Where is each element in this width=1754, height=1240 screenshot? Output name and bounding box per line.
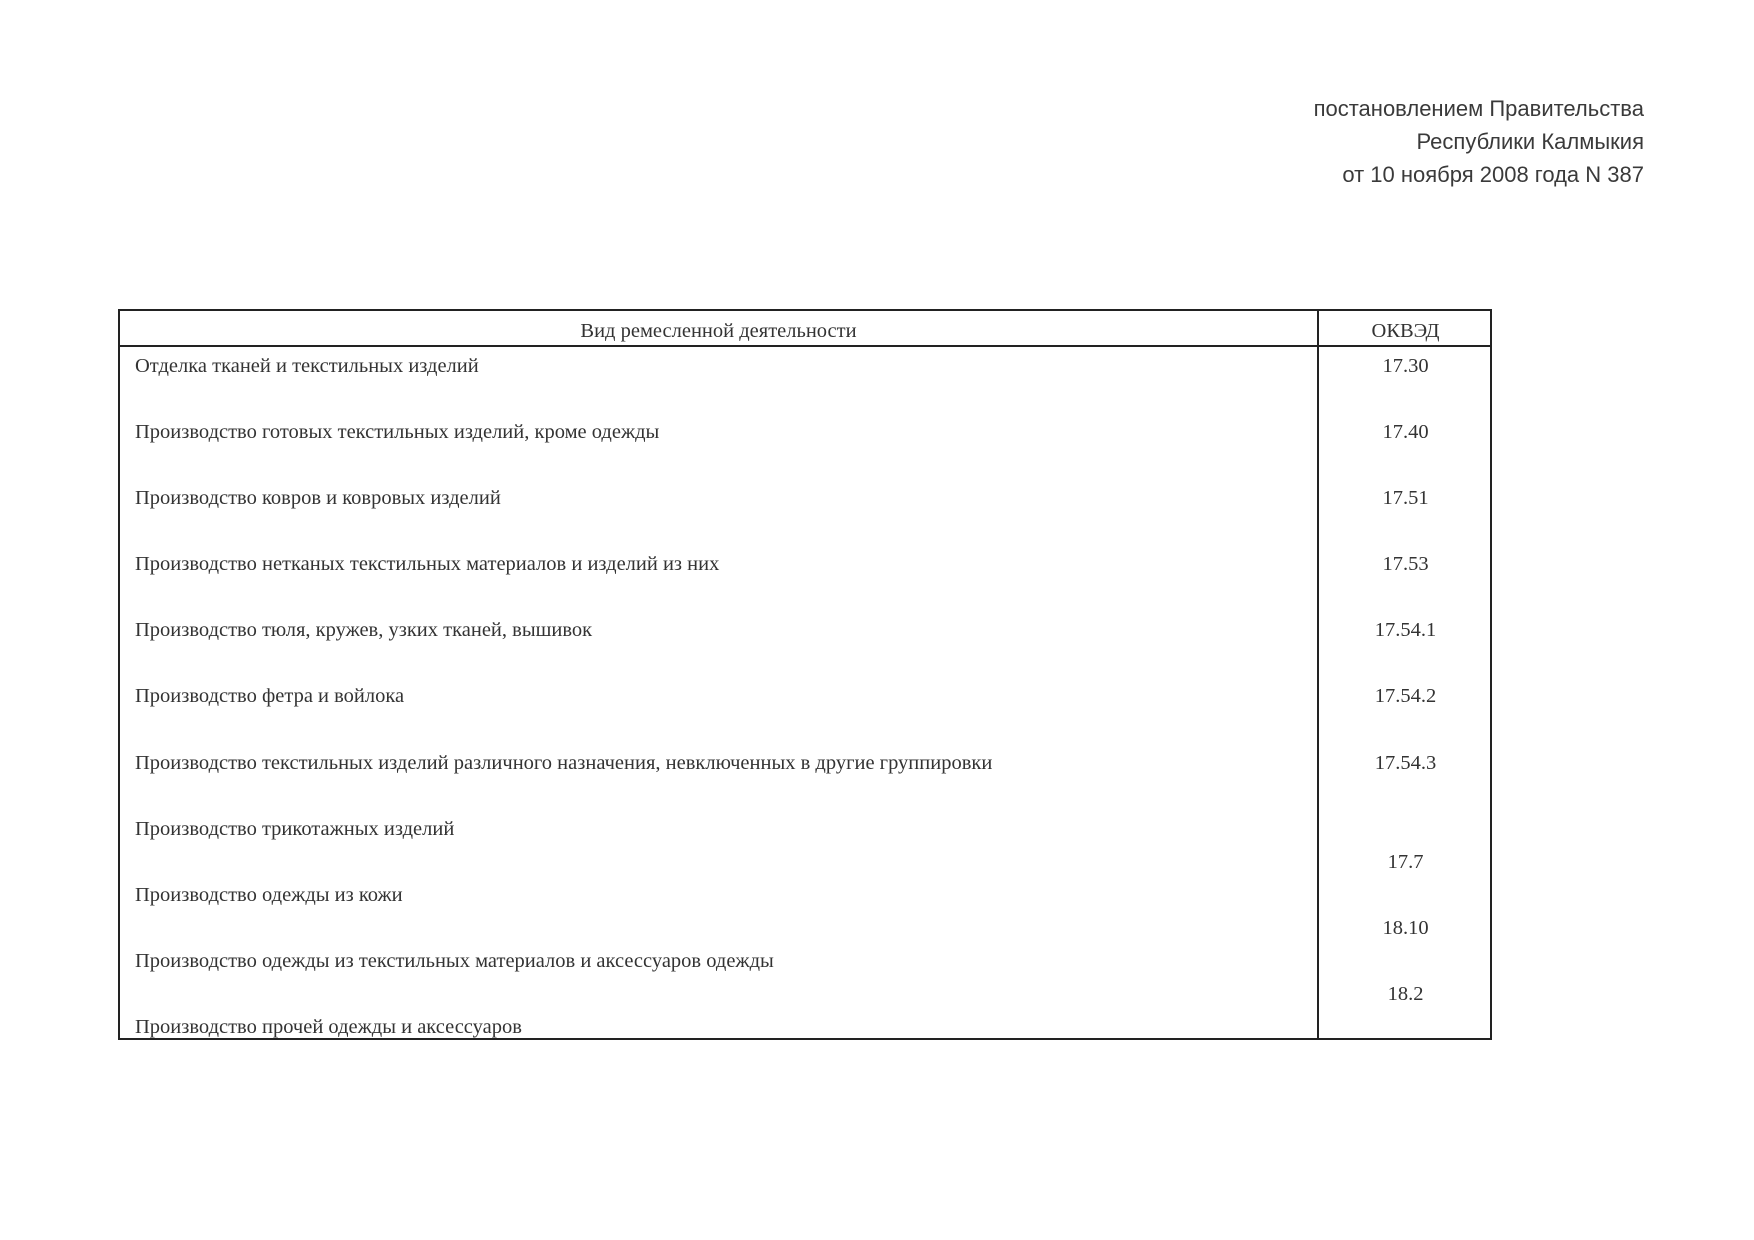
table-header-row [120,311,1490,347]
header-line-2: Республики Калмыкия [1416,129,1644,154]
table-row-activity: Производство тюля, кружев, узких тканей, вышивок [135,619,593,641]
header-line-3: от 10 ноября 2008 года N 387 [1342,162,1644,187]
table-row-code: 17.30 [1382,355,1429,377]
crafts-table [118,309,1492,1040]
table-row-activity: Производство фетра и войлока [135,685,405,707]
column-header-activity: Вид ремесленной деятельности [580,320,857,342]
column-header-okved: ОКВЭД [1371,320,1440,342]
table-row-code: 17.53 [1382,553,1429,575]
table-row-code: 17.40 [1382,421,1429,443]
table-row-code: 17.51 [1382,487,1429,509]
table-row-code: 17.7 [1387,851,1424,873]
table-row-code: 18.2 [1387,983,1424,1005]
table-row-activity: Производство одежды из кожи [135,884,403,906]
table-row-code: 18.10 [1382,917,1429,939]
table-row-code: 17.54.3 [1374,752,1437,774]
table-row-activity: Производство одежды из текстильных материалов и аксессуаров одежды [135,950,774,972]
table-row-activity: Отделка тканей и текстильных изделий [135,355,479,377]
resolution-header [1314,92,1644,191]
table-row-activity: Производство ковров и ковровых изделий [135,487,501,509]
table-row-activity: Производство трикотажных изделий [135,818,455,840]
table-row-code: 17.54.2 [1374,685,1437,707]
table-row-activity: Производство прочей одежды и аксессуаров [135,1016,522,1038]
header-line-1: постановлением Правительства [1313,96,1644,121]
table-row-code: 17.54.1 [1374,619,1437,641]
table-row-activity: Производство нетканых текстильных материалов и изделий из них [135,553,720,575]
table-row-activity: Производство текстильных изделий различного назначения, невключенных в другие группировки [135,752,993,774]
table-row-activity: Производство готовых текстильных изделий, кроме одежды [135,421,660,443]
